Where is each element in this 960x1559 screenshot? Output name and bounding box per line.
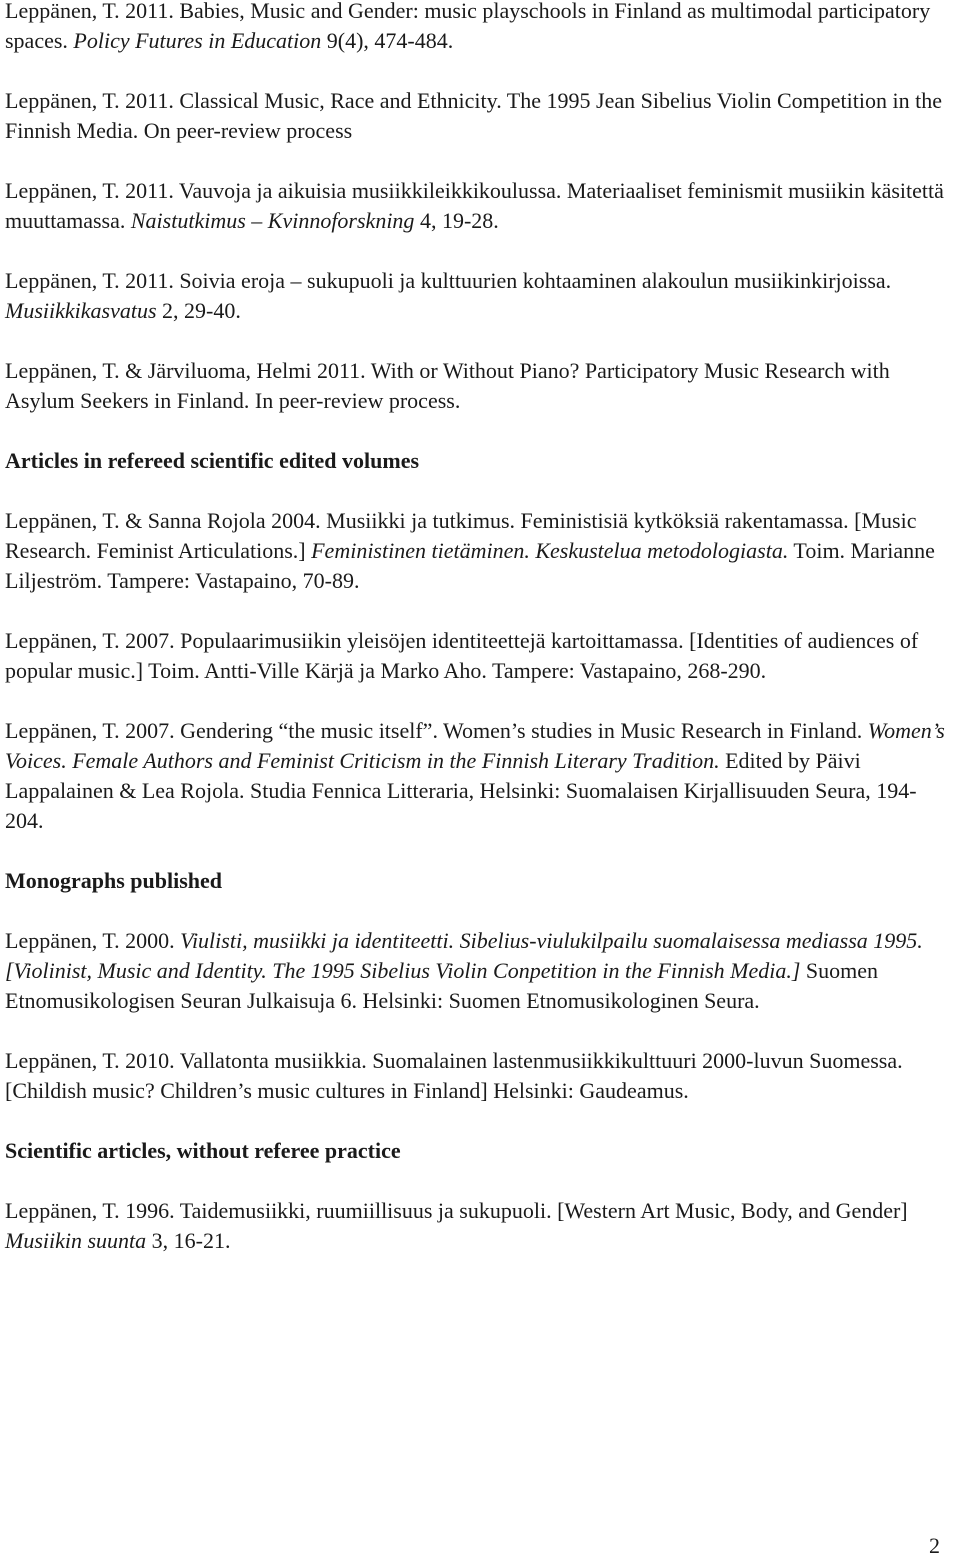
reference-italic-text: Musiikkikasvatus	[5, 298, 157, 323]
document-page	[5, 0, 955, 1286]
reference-text: Leppänen, T. 2011. Soivia eroja – sukupuoli ja kulttuurien kohtaaminen alakoulun musiikinkirjoissa.	[5, 268, 892, 293]
reference-italic-text: Women’s Voices. Female Authors and Feminist Criticism in the Finnish Literary Tradition.	[5, 718, 945, 773]
reference-text: Leppänen, T. 2011. Vauvoja ja aikuisia musiikkileikkikoulussa. Materiaaliset feminismit musiikin käsitettä muuttamassa.	[5, 178, 944, 233]
reference-text: 4, 19-28.	[414, 208, 499, 233]
reference-italic-text: Naistutkimus – Kvinnoforskning	[130, 208, 415, 233]
reference-entry	[5, 176, 955, 236]
reference-text: Leppänen, T. 2000.	[5, 928, 181, 953]
reference-italic-text: Policy Futures in Education	[73, 28, 322, 53]
section-heading-monographs: Monographs published	[5, 868, 223, 893]
reference-text: Leppänen, T. 2007. Populaarimusiikin yleisöjen identiteettejä kartoittamassa. [Identities of audiences of popular music.] Toim. Antti-Ville Kärjä ja Marko Aho. Tampere: Vastapaino, 268-290.	[5, 628, 919, 683]
reference-text: Suomen Etnomusikologisen Seuran Julkaisuja 6. Helsinki: Suomen Etnomusikologinen Seura.	[5, 958, 879, 1013]
reference-text: 2, 29-40.	[156, 298, 241, 323]
reference-text: Leppänen, T. 2010. Vallatonta musiikkia. Suomalainen lastenmusiikkikulttuuri 2000-luvun Suomessa. [Childish music? Children’s music cultures in Finland] Helsinki: Gaudeamus.	[5, 1048, 903, 1103]
page-number: 2	[929, 1533, 940, 1558]
section-heading-edited-volumes: Articles in refereed scientific edited volumes	[5, 448, 420, 473]
section-publications-top	[5, 0, 955, 416]
reference-entry	[5, 86, 955, 146]
reference-entry	[5, 266, 955, 326]
section-non-refereed-articles	[5, 1196, 955, 1256]
reference-entry	[5, 1196, 955, 1256]
reference-text: Leppänen, T. 1996. Taidemusiikki, ruumiillisuus ja sukupuoli. [Western Art Music, Body, and Gender]	[5, 1198, 908, 1223]
reference-text: Leppänen, T. 2011. Babies, Music and Gender: music playschools in Finland as multimodal participatory spaces.	[5, 0, 931, 53]
reference-italic-text: Feministinen tietäminen. Keskustelua metodologiasta.	[311, 538, 789, 563]
section-monographs	[5, 926, 955, 1106]
reference-italic-text: Viulisti, musiikki ja identiteetti. Sibelius-viulukilpailu suomalaisessa mediassa 1995. [Violinist, Music and Identity. The 1995 Sibelius Violin Conpetition in the Finnish Media.]	[5, 928, 923, 983]
reference-text: Leppänen, T. 2007. Gendering “the music itself”. Women’s studies in Music Research in Finland.	[5, 718, 868, 743]
reference-text: Edited by Päivi Lappalainen & Lea Rojola. Studia Fennica Litteraria, Helsinki: Suomalaisen Kirjallisuuden Seura, 194-204.	[5, 748, 917, 833]
section-heading-non-refereed: Scientific articles, without referee practice	[5, 1138, 401, 1163]
reference-entry	[5, 506, 955, 596]
reference-text: 3, 16-21.	[146, 1228, 231, 1253]
reference-text: 9(4), 474-484.	[321, 28, 454, 53]
reference-entry	[5, 716, 955, 836]
reference-entry	[5, 926, 955, 1016]
reference-italic-text: Musiikin suunta	[5, 1228, 147, 1253]
reference-text: Toim. Marianne Liljeström. Tampere: Vastapaino, 70-89.	[5, 538, 935, 593]
reference-text: Leppänen, T. 2011. Classical Music, Race and Ethnicity. The 1995 Jean Sibelius Violin Competition in the Finnish Media. On peer-review process	[5, 88, 942, 143]
reference-entry	[5, 356, 955, 416]
reference-text: Leppänen, T. & Järviluoma, Helmi 2011. With or Without Piano? Participatory Music Research with Asylum Seekers in Finland. In peer-review process.	[5, 358, 890, 413]
reference-entry	[5, 0, 955, 56]
reference-entry	[5, 1046, 955, 1106]
reference-text: Leppänen, T. & Sanna Rojola 2004. Musiikki ja tutkimus. Feministisiä kytköksiä rakentamassa. [Music Research. Feminist Articulations.]	[5, 508, 917, 563]
section-edited-volumes	[5, 506, 955, 836]
reference-entry	[5, 626, 955, 686]
